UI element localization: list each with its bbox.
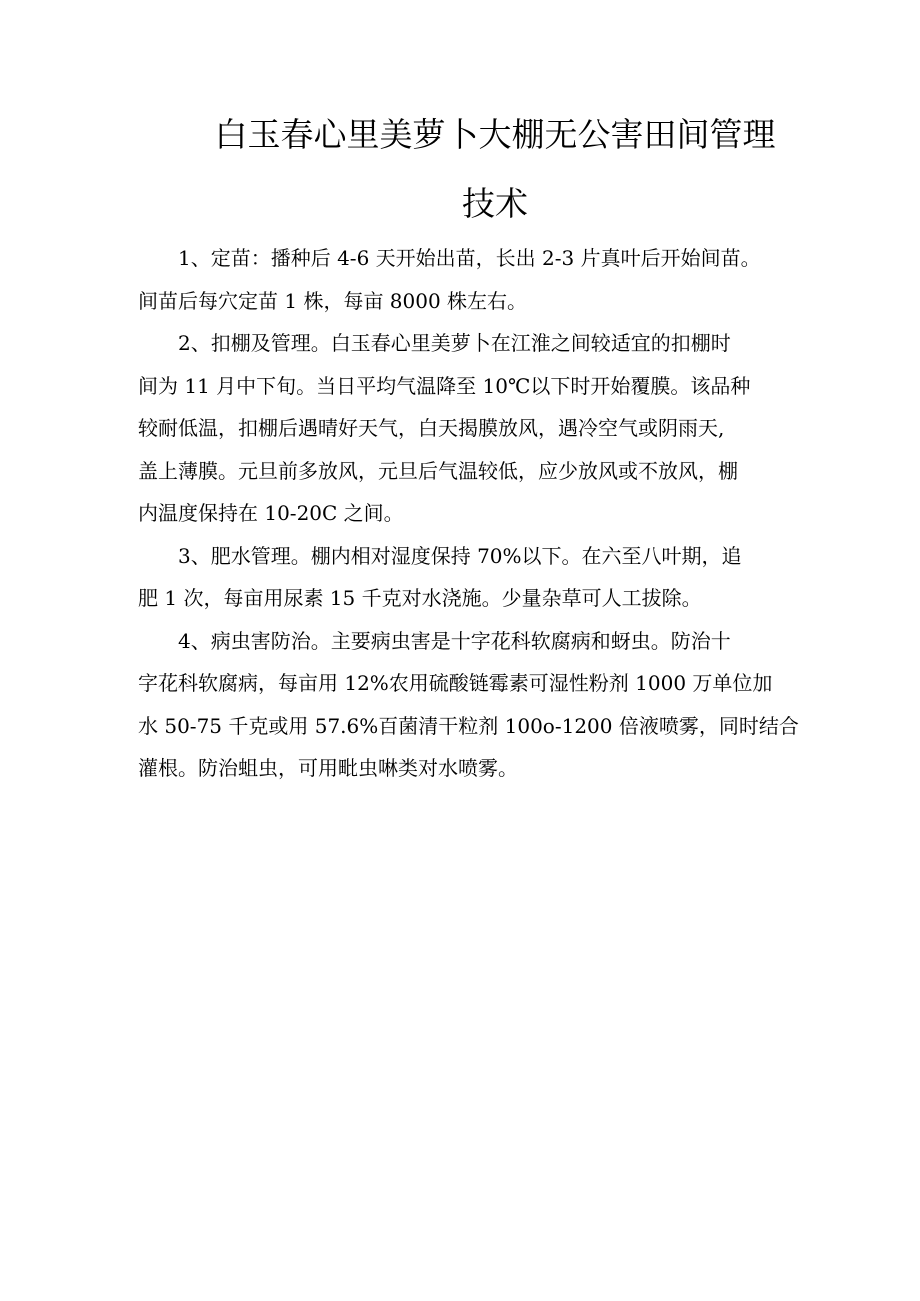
document-title-line-1: 白玉春心里美萝卜大棚无公害田间管理 xyxy=(214,115,776,154)
text-line: 水 50-75 千克或用 57.6%百菌清干粒剂 100o-1200 倍液喷雾，同时结合 xyxy=(138,713,799,738)
text-line: 盖上薄膜。元旦前多放风，元旦后气温较低，应少放风或不放风，棚 xyxy=(138,458,738,483)
text-line: 3、肥水管理。棚内相对湿度保持 70%以下。在六至八叶期，追 xyxy=(178,543,742,568)
text-line: 1、定苗：播种后 4-6 天开始出苗，长出 2-3 片真叶后开始间苗。 xyxy=(178,246,761,270)
document-title-line-2: 技术 xyxy=(462,184,528,223)
text-line: 字花科软腐病，每亩用 12%农用硫酸链霉素可湿性粉剂 1000 万单位加 xyxy=(138,671,773,695)
text-line: 灌根。防治蛆虫，可用毗虫啉类对水喷雾。 xyxy=(138,756,518,780)
text-line: 肥 1 次，每亩用尿素 15 千克对水浇施。少量杂草可人工拔除。 xyxy=(138,586,702,610)
text-line: 2、扣棚及管理。白玉春心里美萝卜在江淮之间较适宜的扣棚时 xyxy=(178,331,731,355)
text-line: 内温度保持在 10-20C 之间。 xyxy=(138,501,404,525)
text-line: 4、病虫害防治。主要病虫害是十字花科软腐病和蚜虫。防治十 xyxy=(178,628,731,653)
paragraph-pest-control xyxy=(138,620,799,790)
text-line: 间为 11 月中下旬。当日平均气温降至 10℃以下时开始覆膜。该品种 xyxy=(138,373,751,398)
text-line: 较耐低温，扣棚后遇晴好天气，白天揭膜放风，遇冷空气或阴雨天, xyxy=(138,416,725,440)
paragraph-seedling-thinning xyxy=(138,237,788,322)
paragraph-greenhouse-management xyxy=(138,322,788,535)
paragraph-fertilizer-water xyxy=(138,535,788,620)
text-line: 间苗后每穴定苗 1 株，每亩 8000 株左右。 xyxy=(138,288,528,313)
document-body xyxy=(138,237,799,790)
